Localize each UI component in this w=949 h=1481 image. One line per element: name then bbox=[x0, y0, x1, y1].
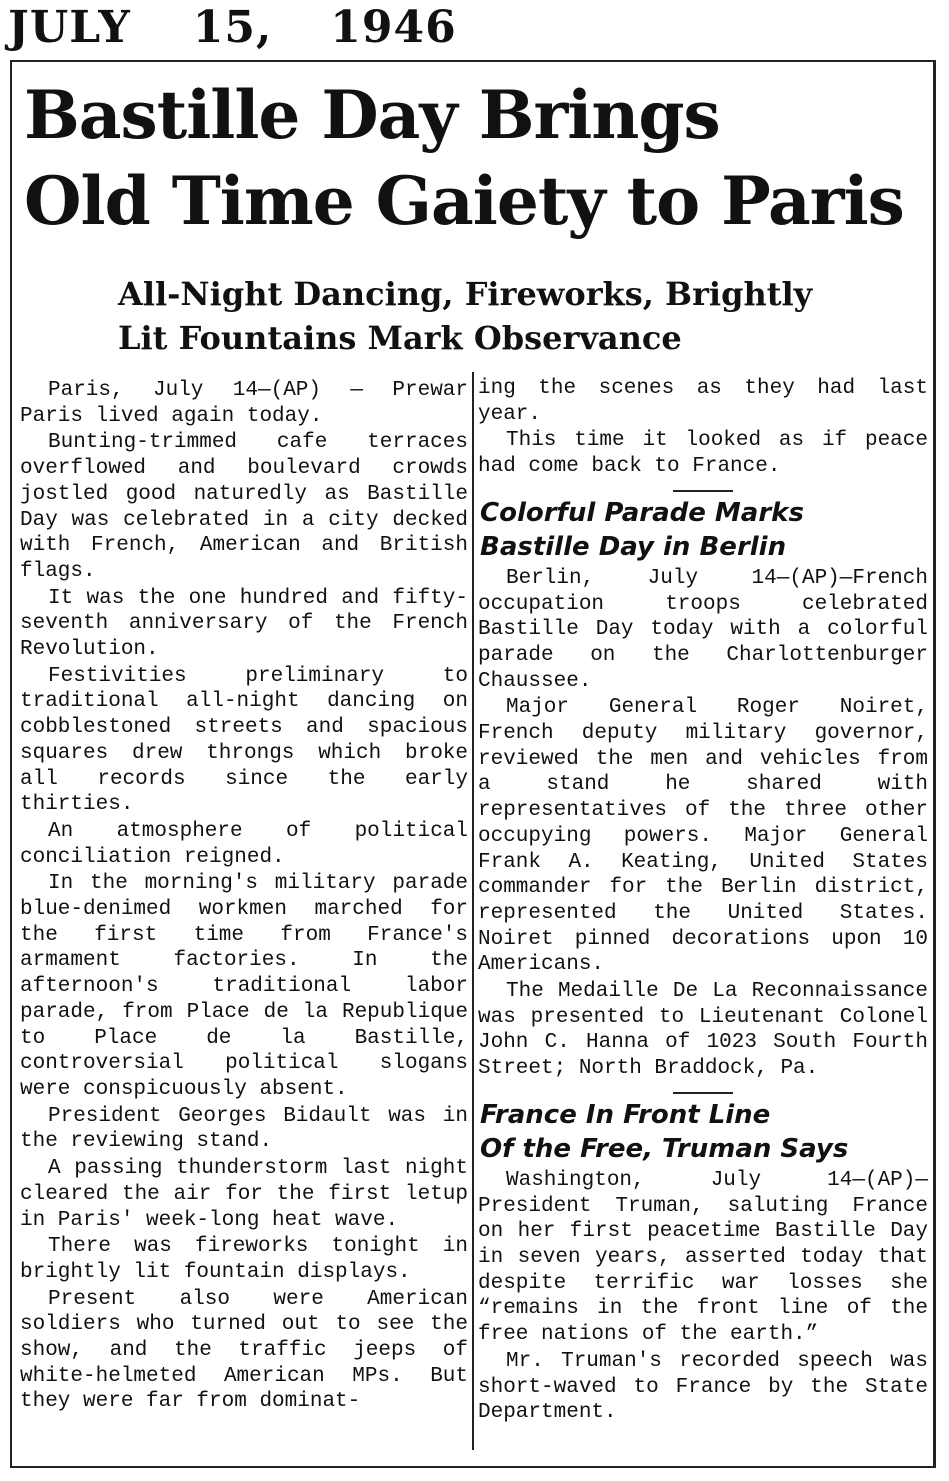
paragraph: It was the one hundred and fifty-seventh anniversary of the French Revolution. bbox=[20, 586, 468, 662]
deck-line-2: Lit Fountains Mark Observance bbox=[118, 319, 682, 357]
truman-subhead bbox=[480, 1098, 928, 1166]
headline-line-2: Old Time Gaiety to Paris bbox=[24, 162, 904, 240]
left-column bbox=[20, 378, 468, 1416]
paragraph: Berlin, July 14—(AP)—French occupation troops celebrated Bastille Day today with a colorful parade on the Charlottenburger Chaussee. bbox=[478, 566, 928, 693]
berlin-subhead-line-1: Colorful Parade Marks bbox=[480, 497, 804, 528]
dateline-day: 15, bbox=[192, 2, 273, 53]
paragraph: In the morning's military parade blue-denimed workmen marched for the first time from France's armament factories. In the afternoon's traditional labor parade, from Place de la Republique to Place de la Bastille, controversial political slogans were conspicuously absent. bbox=[20, 872, 468, 1101]
column-divider bbox=[472, 372, 474, 1450]
dateline bbox=[8, 2, 478, 54]
paragraph: Bunting-trimmed cafe terraces overflowed and boulevard crowds jostled good naturedly as Bastille Day was celebrated in a city decked with French, American and British flags. bbox=[20, 431, 468, 583]
headline bbox=[24, 72, 924, 244]
paragraph: Mr. Truman's recorded speech was short-waved to France by the State Department. bbox=[478, 1349, 928, 1425]
paragraph: The Medaille De La Reconnaissance was presented to Lieutenant Colonel John C. Hanna of 1023 South Fourth Street; North Braddock, Pa. bbox=[478, 980, 928, 1081]
paragraph: Present also were American soldiers who turned out to see the show, and the traffic jeeps of white-helmeted American MPs. But they were far from dominat- bbox=[20, 1287, 468, 1414]
berlin-subhead bbox=[480, 496, 928, 564]
bottom-rule bbox=[10, 1466, 936, 1468]
headline-line-1: Bastille Day Brings bbox=[24, 76, 720, 154]
paragraph: This time it looked as if peace had come back to France. bbox=[478, 429, 928, 479]
section-rule bbox=[673, 1092, 733, 1094]
paragraph: There was fireworks tonight in brightly lit fountain displays. bbox=[20, 1235, 468, 1284]
dateline-year: 1946 bbox=[330, 2, 457, 53]
paragraph: Paris, July 14—(AP) — Prewar Paris lived again today. bbox=[20, 379, 468, 428]
paragraph: President Georges Bidault was in the reviewing stand. bbox=[20, 1104, 468, 1154]
paragraph: An atmosphere of political conciliation reigned. bbox=[20, 819, 468, 869]
truman-subhead-line-2: Of the Free, Truman Says bbox=[480, 1133, 849, 1164]
truman-subhead-line-1: France In Front Line bbox=[480, 1099, 771, 1130]
paragraph: Major General Roger Noiret, French deputy military governor, reviewed the men and vehicles from a stand he shared with representatives of the three other occupying powers. Major General Frank A. Keating, United States commander for the Berlin district, represented the United States. Noiret pinned decorations upon 10 Americans. bbox=[478, 696, 928, 977]
paragraph: ing the scenes as they had last year. bbox=[478, 377, 928, 426]
section-rule bbox=[673, 490, 733, 492]
paragraph: Festivities preliminary to traditional all-night dancing on cobblestoned streets and spacious squares drew throngs which broke all records since the early thirties. bbox=[20, 664, 468, 817]
paragraph: A passing thunderstorm last night cleared the air for the first letup in Paris' week-long heat wave. bbox=[20, 1157, 468, 1232]
right-column bbox=[478, 376, 928, 1427]
dateline-month: JULY bbox=[8, 2, 131, 53]
berlin-subhead-line-2: Bastille Day in Berlin bbox=[480, 531, 787, 562]
deck-subheadline bbox=[118, 272, 878, 360]
deck-line-1: All-Night Dancing, Fireworks, Brightly bbox=[118, 275, 813, 313]
paragraph: Washington, July 14—(AP)—President Truman, saluting France on her first peacetime Bastille Day in seven years, asserted today that despite terrific war losses she “remains in the front line of the free nations of the earth.” bbox=[478, 1168, 928, 1347]
